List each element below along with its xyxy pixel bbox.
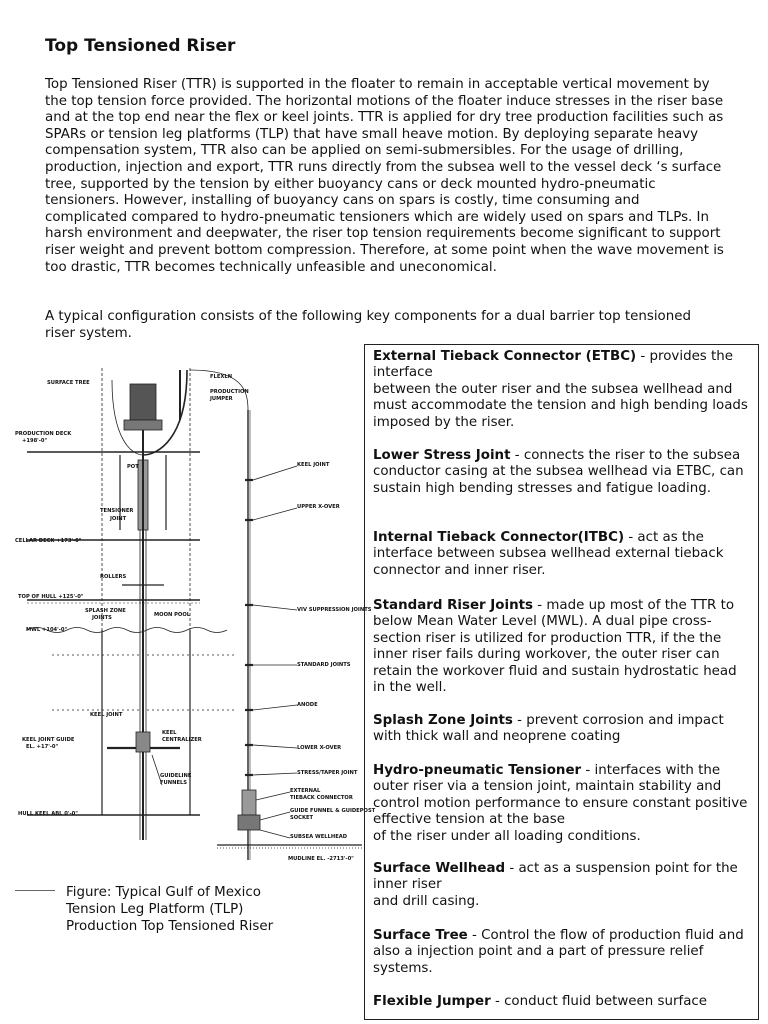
label-guide-funnel-2: SOCKET bbox=[290, 815, 314, 821]
component-name: Lower Stress Joint bbox=[373, 448, 511, 463]
label-hull-keel: HULL KEEL ABL 0'-0" bbox=[18, 811, 78, 817]
component-etbc bbox=[373, 349, 753, 431]
label-splash-zone-2: JOINTS bbox=[92, 615, 112, 621]
label-tensioner-2: JOINT bbox=[110, 516, 127, 522]
component-hydro-pneumatic-tensioner bbox=[373, 763, 753, 845]
component-name: Standard Riser Joints bbox=[373, 598, 533, 613]
component-name: External Tieback Connector (ETBC) bbox=[373, 349, 637, 364]
label-keel-centralizer-1: KEEL bbox=[162, 730, 177, 736]
riser-schematic-figure bbox=[12, 360, 376, 882]
label-surface-tree: SURFACE TREE bbox=[47, 380, 90, 386]
component-desc: - provides the interface bbox=[373, 349, 734, 381]
label-viv-suppression: VIV SUPPRESSION JOINTS bbox=[297, 607, 372, 613]
label-keel-centralizer-2: CENTRALIZER bbox=[162, 737, 202, 743]
label-guideline-funnels-1: GUIDELINE bbox=[160, 773, 192, 779]
label-subsea-wellhead: SUBSEA WELLHEAD bbox=[290, 834, 348, 840]
component-standard-riser-joints bbox=[373, 598, 753, 696]
component-desc: - act as the interface between subsea wellhead external tieback connector and inner riser. bbox=[373, 530, 724, 578]
label-external-tieback-1: EXTERNAL bbox=[290, 788, 321, 794]
component-desc: - act as a suspension point for the inner riser bbox=[373, 861, 738, 893]
label-guideline-funnels-2: FUNNELS bbox=[160, 780, 188, 786]
label-keel-joint-right: KEEL JOINT bbox=[297, 462, 330, 468]
label-flexline: FLEXLN bbox=[210, 374, 233, 380]
label-top-of-hull: TOP OF HULL +125'-0" bbox=[18, 594, 84, 600]
intro-paragraph: Top Tensioned Riser (TTR) is supported in the floater to remain in acceptable vertical movement by the top tension force provided. The horizontal motions of the floater induce stresses in the riser base and at the top end near the flex or keel joints. TTR is applied for dry tree production facilities such as SPARs or tension leg platforms (TLP) that have small heave motion. By deploying separate heavy compensation system, TTR also can be applied on semi-submersibles. For the usage of drilling, production, injection and export, TTR runs directly from the subsea well to the vessel deck ‘s surface tree, supported by the tension by either buoyancy cans or deck mounted hydro-pneumatic tensioners. However, installing of buoyancy cans on spars is costly, time consuming and complicated compared to hydro-pneumatic tensioners which are widely used on spars and TLPs. In harsh environment and deepwater, the riser top tension requirements become significant to support riser weight and prevent bottom compression. Therefore, at some point when the wave movement is too drastic, TTR becomes technically unfeasible and uneconomical. bbox=[45, 77, 724, 275]
component-desc: - connects the riser to the subsea conductor casing at the subsea wellhead via ETBC, can sustain high bending stresses and fatigue loading. bbox=[373, 448, 744, 496]
component-name: Hydro-pneumatic Tensioner bbox=[373, 763, 582, 778]
label-production-deck-el: +198'-0" bbox=[22, 438, 48, 444]
label-mudline: MUDLINE EL. -2713'-0" bbox=[288, 856, 354, 862]
configuration-paragraph: A typical configuration consists of the following key components for a dual barrier top tensioned riser system. bbox=[45, 309, 691, 341]
component-name: Surface Tree bbox=[373, 928, 468, 943]
component-desc-cont: and drill casing. bbox=[373, 893, 480, 909]
component-desc: - made up most of the TTR to below Mean Water Level (MWL). A dual pipe cross-section riser is utilized for production TTR, if the the inner riser fails during workover, the outer riser can retain the workover fluid and sustain hydrostatic head in the well. bbox=[373, 598, 737, 696]
label-tensioner-1: TENSIONER bbox=[100, 508, 134, 514]
caption-divider bbox=[15, 890, 55, 891]
component-desc: - conduct fluid between surface bbox=[490, 994, 708, 1009]
label-keel-joint-guide-el: EL. +17'-0" bbox=[26, 744, 59, 750]
component-desc-cont: between the outer riser and the subsea wellhead and must accommodate the tension and high bending loads imposed by the riser. bbox=[373, 381, 748, 430]
component-desc-cont: of the riser under all loading conditions. bbox=[373, 828, 641, 844]
component-flexible-jumper bbox=[373, 994, 753, 1010]
component-name: Splash Zone Joints bbox=[373, 713, 513, 728]
label-external-tieback-2: TIEBACK CONNECTOR bbox=[290, 795, 353, 801]
label-keel-joint-guide: KEEL JOINT GUIDE bbox=[22, 737, 75, 743]
figure-caption: Figure: Typical Gulf of Mexico Tension Leg Platform (TLP) Production Top Tensioned Riser bbox=[66, 885, 274, 934]
label-stress-taper: STRESS/TAPER JOINT bbox=[297, 770, 358, 776]
component-lower-stress-joint bbox=[373, 448, 753, 497]
label-pot: POT bbox=[127, 464, 139, 470]
label-splash-zone-1: SPLASH ZONE bbox=[85, 608, 126, 614]
component-surface-tree bbox=[373, 928, 753, 977]
label-keel-joint-left: KEEL JOINT bbox=[90, 712, 123, 718]
label-lower-x-over: LOWER X-OVER bbox=[297, 745, 342, 751]
component-itbc bbox=[373, 530, 753, 579]
label-rollers: ROLLERS bbox=[100, 574, 127, 580]
label-production-jumper-1: PRODUCTION bbox=[210, 389, 249, 395]
label-anode: ANODE bbox=[297, 702, 318, 708]
label-mwl: MWL +104'-0" bbox=[26, 627, 68, 633]
label-production-jumper-2: JUMPER bbox=[210, 396, 233, 402]
component-splash-zone-joints bbox=[373, 713, 753, 746]
component-desc: - prevent corrosion and impact with thick wall and neoprene coating bbox=[373, 713, 724, 745]
components-box bbox=[364, 344, 759, 1020]
component-surface-wellhead bbox=[373, 861, 753, 910]
component-desc: - Control the flow of production fluid and also a injection point and a part of pressure relief systems. bbox=[373, 928, 744, 976]
label-production-deck: PRODUCTION DECK bbox=[15, 431, 72, 437]
label-cellar-deck: CELLAR DECK +173'-0" bbox=[15, 538, 82, 544]
component-name: Flexible Jumper bbox=[373, 994, 491, 1009]
component-desc: - interfaces with the outer riser via a tension joint, maintain stability and control motion performance to ensure constant positive effective tension at the base bbox=[373, 763, 748, 828]
label-standard-joints: STANDARD JOINTS bbox=[297, 662, 351, 668]
component-name: Internal Tieback Connector(ITBC) bbox=[373, 530, 625, 545]
page-title: Top Tensioned Riser bbox=[45, 36, 236, 56]
label-upper-x-over: UPPER X-OVER bbox=[297, 504, 340, 510]
component-name: Surface Wellhead bbox=[373, 861, 506, 876]
label-moon-pool: MOON POOL bbox=[154, 612, 191, 618]
label-guide-funnel-1: GUIDE FUNNEL & GUIDEPOST bbox=[290, 808, 376, 814]
